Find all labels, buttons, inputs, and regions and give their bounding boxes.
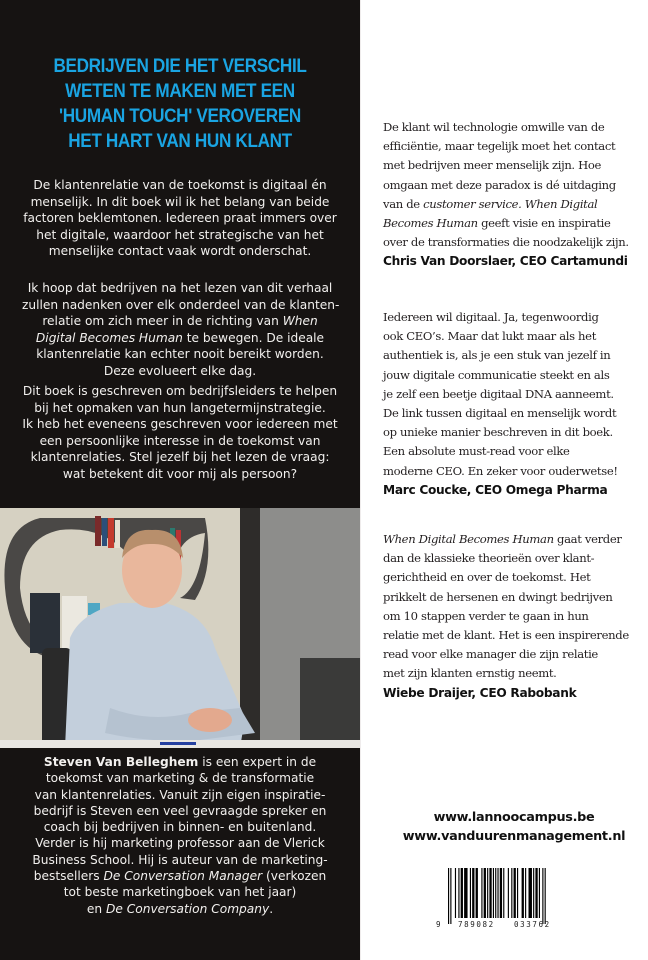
- barcode-bar: [487, 868, 488, 918]
- text-line: jouw digitale communicatie steekt en als: [383, 367, 610, 382]
- text-line: het digitale, waardoor het strategische van het: [36, 227, 324, 242]
- text-line: De link tussen digitaal en menselijk wordt: [383, 406, 617, 421]
- text-line: toekomst van marketing & de transformatie: [45, 771, 315, 786]
- text-line: [22, 901, 338, 917]
- heading-line: 'HUMAN TOUCH' VEROVEREN: [59, 105, 301, 127]
- barcode-bar: [450, 868, 451, 924]
- text-line: factoren beklemtonen. Iedereen praat immers over: [23, 211, 337, 226]
- text-line: bedrijf is Steven een veel gevraagde spreker en: [33, 803, 327, 818]
- text-line: Ik heb het eveneens geschreven voor iedereen met: [22, 417, 338, 432]
- text-span: bestsellers: [33, 869, 104, 884]
- text-span: gaat verder: [553, 532, 622, 546]
- endorsement-quote-3: [383, 530, 643, 702]
- text-span: te bewegen. De ideale: [182, 330, 325, 345]
- quote-author: Wiebe Draijer, CEO Rabobank: [383, 685, 577, 700]
- endorsement-quote-1: [383, 118, 643, 270]
- text-line: read voor elke manager die zijn relatie: [383, 647, 598, 662]
- quote-author: Chris Van Doorslaer, CEO Cartamundi: [383, 254, 628, 269]
- barcode-bar: [508, 868, 509, 918]
- text-line: over de transformaties die noodzakelijk zijn.: [383, 235, 629, 250]
- text-span: geeft visie en inspiratie: [477, 216, 611, 231]
- text-span: .: [269, 901, 274, 916]
- barcode-bar: [448, 868, 449, 924]
- text-line: [22, 754, 338, 770]
- barcode-bar: [493, 868, 494, 918]
- book-title-italic: When Digital Becomes Human: [383, 532, 554, 546]
- text-line: [22, 313, 338, 330]
- text-line: relatie met de klant. Het is een inspirerende: [383, 628, 629, 643]
- text-line: klantenrelatie kan echter nooit bereikt worden.: [36, 347, 324, 362]
- endorsement-quote-2: [383, 308, 643, 499]
- barcode-bar: [529, 868, 532, 918]
- barcode-bar: [542, 868, 543, 924]
- barcode-bar: [455, 868, 456, 918]
- url-lannoocampus[interactable]: www.lannoocampus.be: [433, 810, 595, 825]
- text-span: en: [86, 901, 107, 916]
- text-line: Deze evolueert elke dag.: [103, 363, 257, 378]
- text-line: Business School. Hij is auteur van de marketing-: [32, 852, 328, 867]
- intro-paragraph-2: [22, 280, 338, 380]
- barcode-group-1: 789082: [458, 920, 495, 929]
- barcode-bar: [470, 868, 471, 918]
- cover-heading: [22, 54, 339, 154]
- text-line: tot beste marketingboek van het jaar): [63, 885, 297, 900]
- text-line: Ik hoop dat bedrijven na het lezen van dit verhaal: [27, 281, 333, 295]
- author-name: Steven Van Belleghem: [43, 755, 199, 769]
- intro-paragraph-3: [22, 383, 338, 483]
- text-line: zullen nadenken over elk onderdeel van de klanten-: [22, 297, 340, 312]
- isbn-barcode: [436, 866, 576, 932]
- book-title-italic: De Conversation Company: [106, 901, 270, 916]
- text-line: van klantenrelaties. Vanuit zijn eigen inspiratie-: [34, 787, 326, 802]
- text-line: Iedereen wil digitaal. Ja, tegenwoordig: [383, 310, 599, 324]
- barcode-bar: [472, 868, 474, 918]
- text-line: [22, 868, 338, 884]
- text-line: [383, 214, 643, 233]
- heading-line: WETEN TE MAKEN MET EEN: [65, 80, 295, 102]
- text-line: coach bij bedrijven in binnen- en buitenland.: [43, 820, 317, 835]
- text-line: menselijke contact vaak wordt onderschat.: [48, 244, 312, 259]
- barcode-bar: [539, 868, 540, 918]
- text-line: klantenrelaties. Stel jezelf bij het lezen de vraag:: [30, 450, 330, 465]
- barcode-bar: [533, 868, 534, 918]
- text-line: Een absolute must-read voor elke: [383, 444, 570, 459]
- book-title-italic: Digital Becomes Human: [35, 330, 183, 345]
- text-line: De klant wil technologie omwille van de: [383, 120, 605, 134]
- barcode-bar: [484, 868, 486, 918]
- text-span: van de: [383, 196, 424, 211]
- text-line: [383, 530, 643, 549]
- barcode-bar: [464, 868, 467, 918]
- text-line: op unieke manier beschreven in dit boek.: [383, 425, 613, 440]
- barcode-bars: [436, 866, 576, 926]
- barcode-bar: [522, 868, 524, 918]
- author-photo-illustration: [0, 508, 360, 748]
- barcode-bar: [500, 868, 502, 918]
- text-line: menselijk. In dit boek wil ik het belang van beide: [30, 194, 330, 209]
- text-line: prikkelt de hersenen en dwingt bedrijven: [383, 589, 613, 604]
- italic-span: Becomes Human: [383, 216, 478, 231]
- barcode-bar: [489, 868, 491, 918]
- text-line: gerichtheid en over de toekomst. Het: [383, 570, 591, 585]
- barcode-bar: [458, 868, 459, 918]
- text-line: bij het opmaken van hun langetermijnstrategie.: [34, 400, 326, 415]
- barcode-bar: [511, 868, 512, 918]
- text-line: met bedrijven meer menselijk zijn. Hoe: [383, 158, 602, 173]
- text-line: Dit boek is geschreven om bedrijfsleiders te helpen: [22, 384, 338, 398]
- text-line: dan de klassieke theorieën over klant-: [383, 551, 595, 566]
- book-title-italic: De Conversation Manager: [103, 869, 263, 884]
- url-vanduurenmanagement[interactable]: www.vanduurenmanagement.nl: [402, 829, 626, 844]
- barcode-bar: [481, 868, 482, 918]
- text-line: je zelf een beetje digitaal DNA aanneemt.: [383, 386, 614, 401]
- text-span: is een expert in de: [198, 755, 317, 769]
- barcode-bar: [503, 868, 504, 918]
- text-line: met zijn klanten ernstig neemt.: [383, 666, 557, 681]
- barcode-bar: [497, 868, 498, 918]
- author-photo: [0, 508, 360, 748]
- quote-author: Marc Coucke, CEO Omega Pharma: [383, 482, 608, 497]
- text-line: authentiek is, als je een stuk van jezelf in: [383, 348, 611, 363]
- text-line: om 10 stappen verder te gaan in hun: [383, 608, 589, 623]
- barcode-digit-first: 9: [436, 920, 443, 929]
- barcode-bar: [514, 868, 516, 918]
- text-line: omgaan met deze paradox is dé uitdaging: [383, 177, 616, 192]
- barcode-bar: [476, 868, 478, 918]
- heading-line: HET HART VAN HUN KLANT: [68, 130, 292, 152]
- text-line: De klantenrelatie van de toekomst is digitaal én: [33, 178, 327, 192]
- text-line: moderne CEO. En zeker voor ouderwetse!: [383, 463, 618, 478]
- barcode-group-2: 033762: [514, 920, 551, 929]
- text-line: een persoonlijke interesse in de toekomst van: [39, 433, 321, 448]
- publisher-urls: [380, 808, 648, 846]
- intro-paragraph-1: [22, 177, 338, 260]
- italic-span: customer service. When Digital: [423, 196, 598, 211]
- barcode-bar: [517, 868, 518, 918]
- author-bio: [22, 754, 338, 917]
- text-line: ook CEO’s. Maar dat lukt maar als het: [383, 329, 596, 344]
- text-line: Verder is hij marketing professor aan de Vlerick: [35, 836, 325, 851]
- barcode-bar: [525, 868, 526, 918]
- text-line: [22, 330, 338, 347]
- barcode-bar: [535, 868, 537, 918]
- barcode-bar: [461, 868, 463, 918]
- text-line: wat betekent dit voor mij als persoon?: [62, 466, 298, 481]
- barcode-bar: [545, 868, 546, 924]
- barcode-bar: [495, 868, 496, 918]
- text-span: (verkozen: [262, 869, 327, 884]
- book-title-italic: When: [282, 314, 318, 329]
- text-line: [383, 195, 643, 214]
- text-line: efficiëntie, maar tegelijk moet het contact: [383, 139, 616, 154]
- heading-line: BEDRIJVEN DIE HET VERSCHIL: [53, 55, 307, 77]
- text-span: relatie om zich meer in de richting van: [42, 314, 283, 329]
